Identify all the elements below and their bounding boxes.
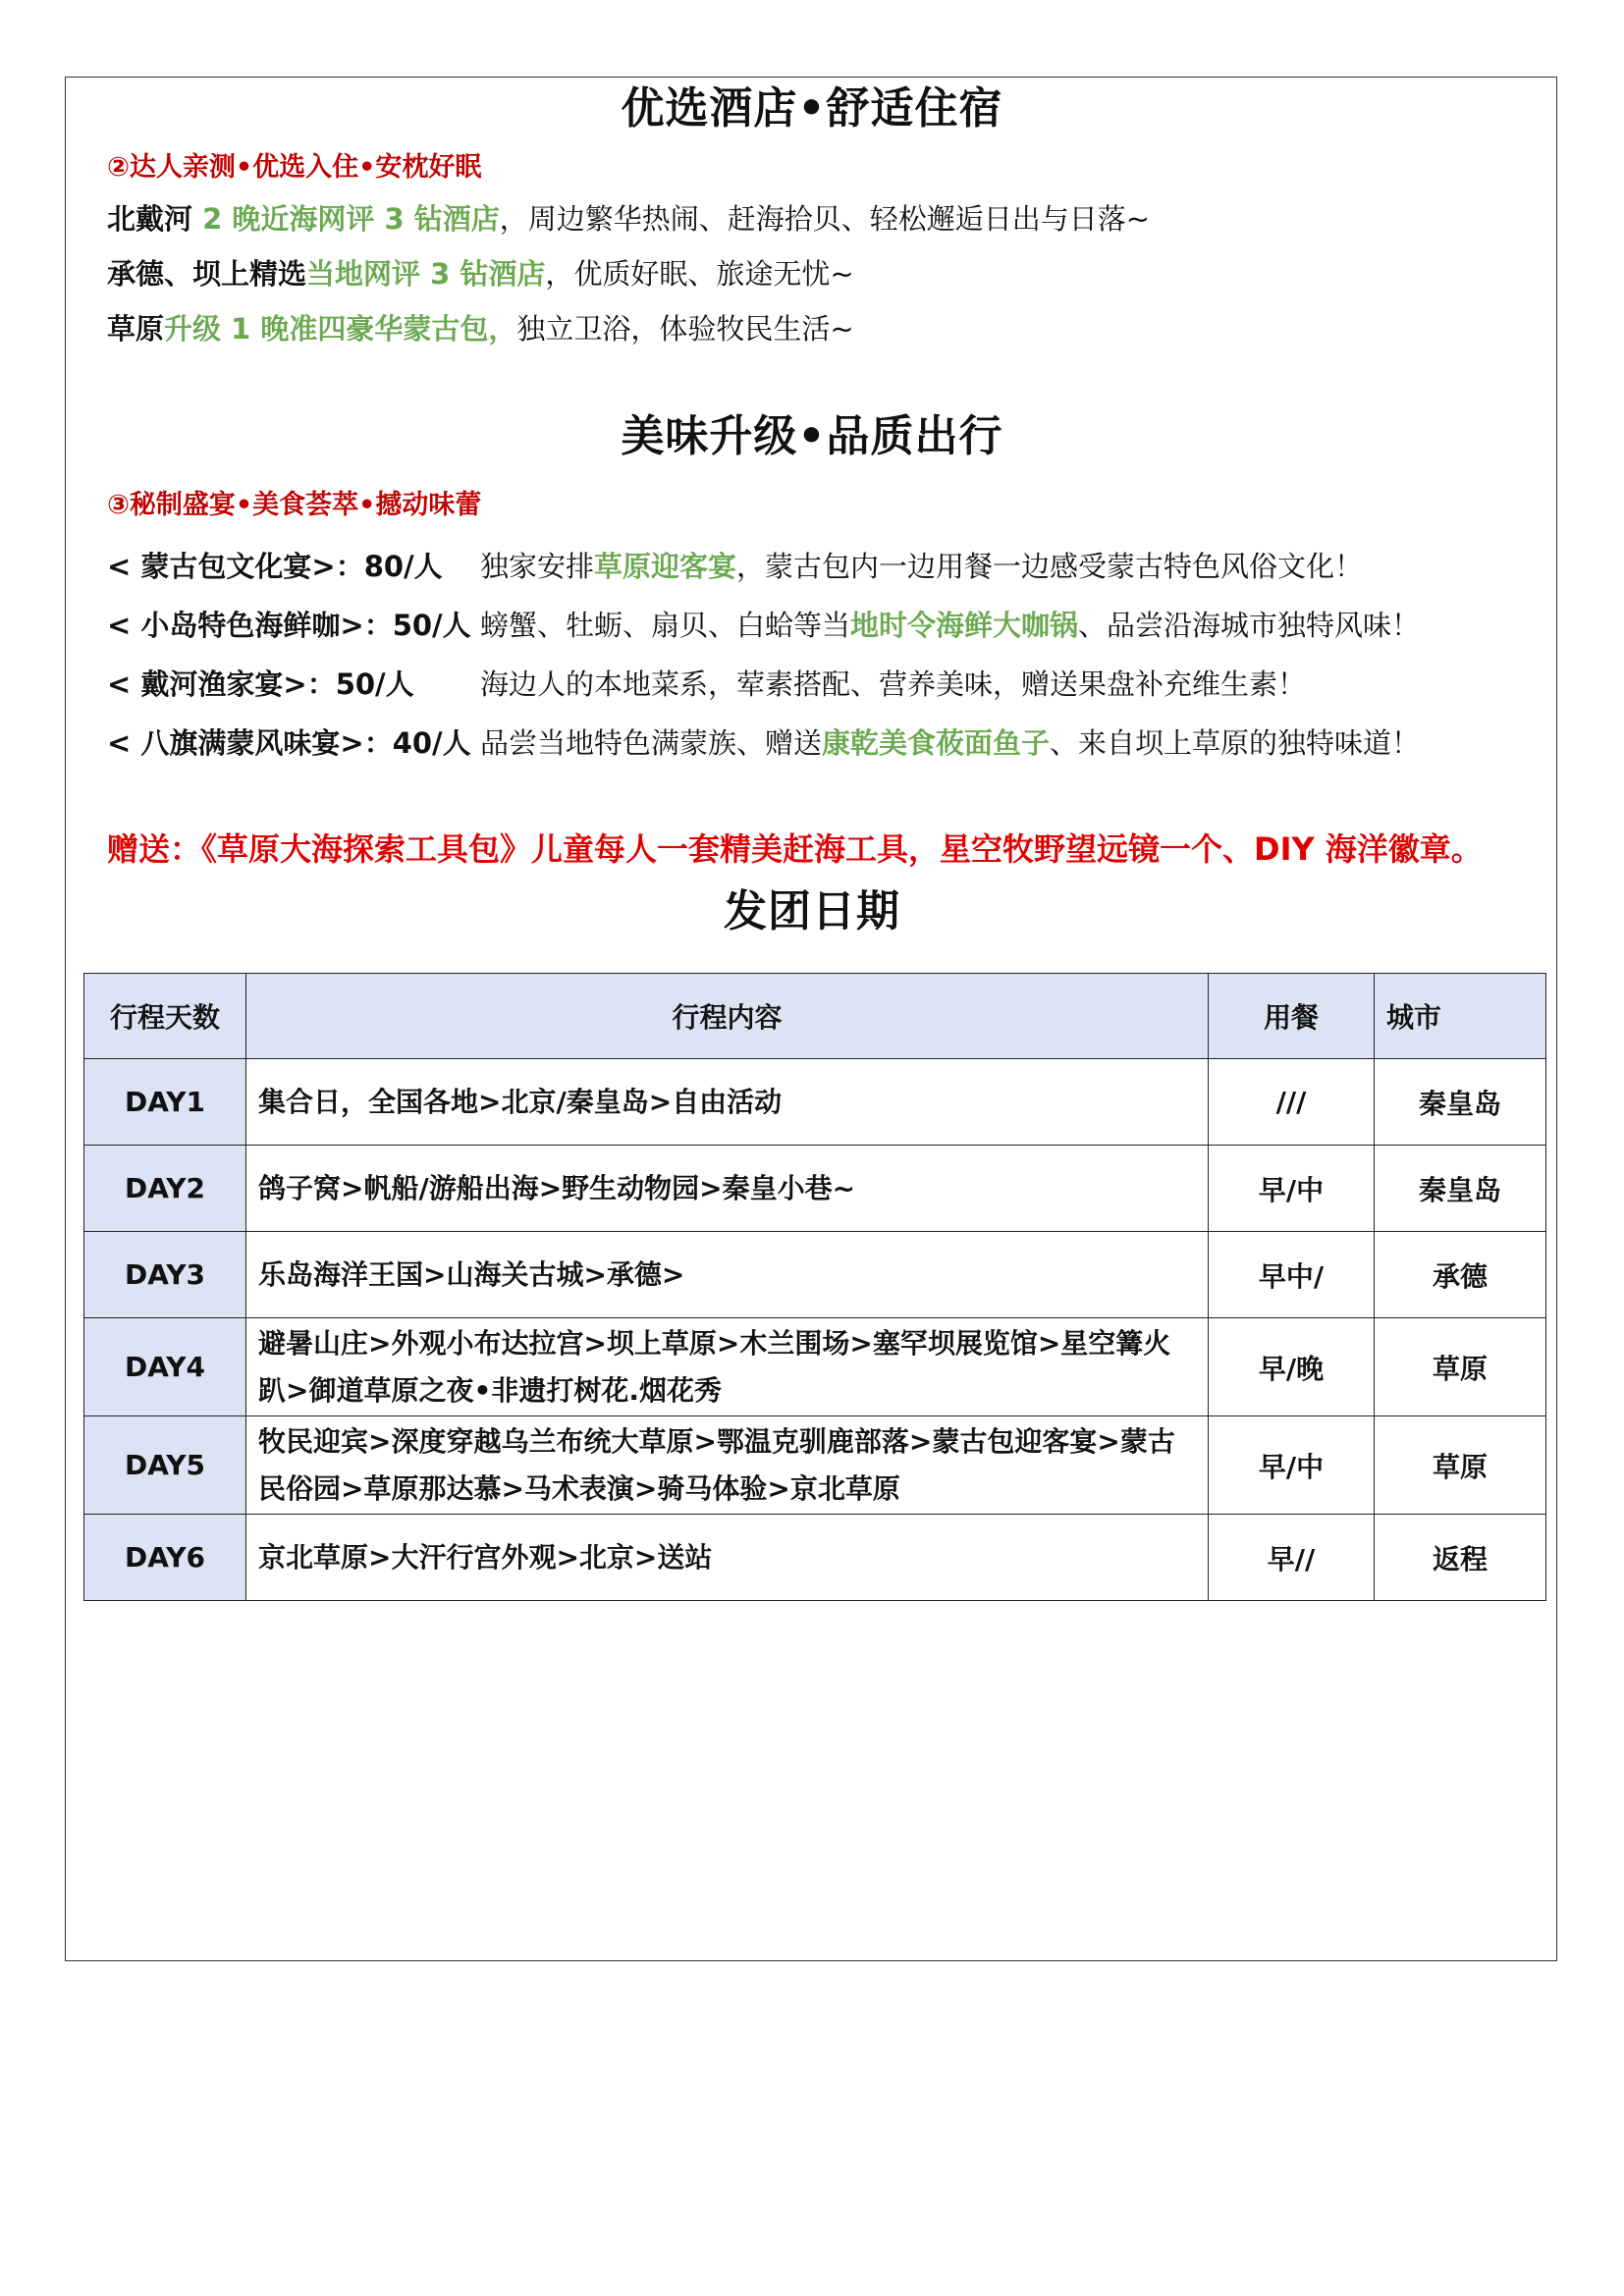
row-day: DAY3	[84, 1232, 246, 1318]
food-section-title: 美味升级•品质出行	[621, 411, 1003, 461]
hotel-highlight: 升级 1 晚准四豪华蒙古包，	[164, 312, 517, 346]
schedule-table	[83, 973, 1546, 1601]
row-city: 秦皇岛	[1375, 1146, 1546, 1232]
hotel-highlight: 当地网评 3 钻酒店	[306, 257, 546, 291]
food-item-seafood	[107, 606, 1420, 645]
food-item-desc: 螃蟹、牡蛎、扇贝、白蛤等当	[480, 609, 851, 642]
row-content: 避暑山庄>外观小布达拉宫>坝上草原>木兰围场>塞罕坝展览馆>星空篝火趴>御道草原之夜•非遗打树花.烟花秀	[246, 1318, 1209, 1416]
row-content: 鸽子窝>帆船/游船出海>野生动物园>秦皇小巷~	[246, 1146, 1209, 1232]
row-city: 承德	[1375, 1232, 1546, 1318]
food-item-desc-end: 、品尝沿海城市独特风味！	[1078, 609, 1421, 642]
row-content: 牧民迎宾>深度穿越乌兰布统大草原>鄂温克驯鹿部落>蒙古包迎客宴>蒙古民俗园>草原那达慕>马术表演>骑马体验>京北草原	[246, 1416, 1209, 1515]
food-item-highlight: 地时令海鲜大咖锅	[850, 609, 1079, 642]
row-meal: 早中/	[1209, 1232, 1375, 1318]
row-city: 草原	[1375, 1416, 1546, 1515]
row-content: 集合日，全国各地>北京/秦皇岛>自由活动	[246, 1059, 1209, 1146]
row-city: 返程	[1375, 1515, 1546, 1601]
table-row	[84, 1416, 1546, 1515]
food-item-fisherman	[107, 665, 1306, 704]
header-content: 行程内容	[246, 974, 1209, 1059]
food-item-name: < 蒙古包文化宴>：80/人	[107, 550, 443, 583]
table-row	[84, 1146, 1546, 1232]
hotel-description: 独立卫浴，体验牧民生活~	[516, 312, 854, 346]
hotel-place: 草原	[107, 312, 165, 346]
table-row	[84, 1515, 1546, 1601]
row-day: DAY5	[84, 1416, 246, 1515]
row-day: DAY1	[84, 1059, 246, 1146]
gift-notice: 赠送：《草原大海探索工具包》儿童每人一套精美赶海工具，星空牧野望远镜一个、DIY 海洋徽章。	[107, 830, 1483, 868]
row-meal: 早/中	[1209, 1146, 1375, 1232]
table-row	[84, 1059, 1546, 1146]
food-item-desc: 独家安排	[480, 550, 595, 583]
food-item-name: < 八旗满蒙风味宴>：40/人	[107, 726, 471, 760]
table-row	[84, 1232, 1546, 1318]
header-meal: 用餐	[1209, 974, 1375, 1059]
food-item-name: < 小岛特色海鲜咖>：50/人	[107, 609, 471, 642]
row-meal: ///	[1209, 1059, 1375, 1146]
schedule-title: 发团日期	[724, 886, 900, 936]
row-city: 秦皇岛	[1375, 1059, 1546, 1146]
food-item-highlight: 康乾美食莜面鱼子	[822, 726, 1051, 760]
food-item-manchu	[107, 723, 1420, 763]
hotel-place: 北戴河	[107, 202, 203, 236]
hotel-line-grassland	[107, 309, 854, 348]
row-meal: 早//	[1209, 1515, 1375, 1601]
hotel-highlight: 2 晚近海网评 3 钻酒店	[202, 202, 500, 236]
food-item-mongolian-yurt	[107, 547, 1363, 586]
food-section-subtitle: ③秘制盛宴•美食荟萃•撼动味蕾	[107, 490, 482, 520]
row-meal: 早/中	[1209, 1416, 1375, 1515]
row-content: 乐岛海洋王国>山海关古城>承德>	[246, 1232, 1209, 1318]
row-day: DAY2	[84, 1146, 246, 1232]
hotel-section-title: 优选酒店•舒适住宿	[621, 83, 1003, 133]
table-header-row	[84, 974, 1546, 1059]
table-row	[84, 1318, 1546, 1416]
hotel-description: ，优质好眠、旅途无忧~	[545, 257, 854, 291]
food-item-desc-end: ，蒙古包内一边用餐一边感受蒙古特色风俗文化！	[736, 550, 1364, 583]
row-day: DAY6	[84, 1515, 246, 1601]
hotel-description: ，周边繁华热闹、赶海拾贝、轻松邂逅日出与日落~	[499, 202, 1151, 236]
header-day: 行程天数	[84, 974, 246, 1059]
hotel-line-chengde	[107, 254, 854, 294]
row-meal: 早/晚	[1209, 1318, 1375, 1416]
hotel-line-beidaihe	[107, 199, 1150, 239]
food-item-desc: 海边人的本地菜系，荤素搭配、营养美味，赠送果盘补充维生素！	[480, 667, 1307, 701]
row-day: DAY4	[84, 1318, 246, 1416]
hotel-section-subtitle: ②达人亲测•优选入住•安枕好眠	[107, 152, 482, 183]
food-item-desc: 品尝当地特色满蒙族、赠送	[480, 726, 823, 760]
food-item-desc-end: 、来自坝上草原的独特味道！	[1050, 726, 1421, 760]
document-frame	[65, 77, 1557, 1961]
row-content: 京北草原>大汗行宫外观>北京>送站	[246, 1515, 1209, 1601]
row-city: 草原	[1375, 1318, 1546, 1416]
food-item-name: < 戴河渔家宴>：50/人	[107, 667, 414, 701]
food-item-highlight: 草原迎客宴	[594, 550, 737, 583]
header-city: 城市	[1375, 974, 1546, 1059]
hotel-place: 承德、坝上精选	[107, 257, 307, 291]
